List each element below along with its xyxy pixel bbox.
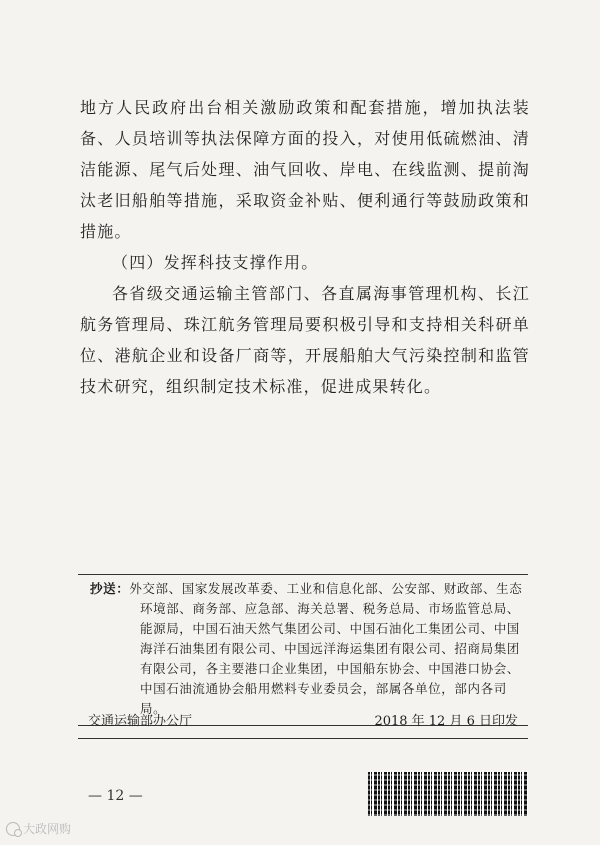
weibo-logo-icon (6, 822, 20, 836)
paragraph-incentive-policies: 地方人民政府出台相关激励政策和配套措施，增加执法装备、人员培训等执法保障方面的投入，对使用低硫燃油、清洁能源、尾气后处理、油气回收、岸电、在线监测、提前淘汰老旧船舶等措施，采取资金补贴、便利通行等鼓励政策和措施。 (80, 98, 530, 241)
cc-recipients: 外交部、国家发展改革委、工业和信息化部、公安部、财政部、生态环境部、商务部、应急部、海关总署、税务总局、市场监管总局、能源局，中国石油天然气集团公司、中国石油化工集团公司、中国海洋石油集团有限公司、中国远洋海运集团有限公司、招商局集团有限公司，各主要港口企业集团，中国船东协会、中国港口协会、中国石油流通协会船用燃料专业委员会，部属各单位，部内各司局。 (129, 581, 523, 716)
page-number: — 12 — (88, 788, 143, 804)
issuer-row (78, 706, 528, 739)
issuer-name: 交通运输部办公厅 (88, 714, 193, 729)
cc-section (78, 574, 528, 726)
body-text (80, 92, 530, 402)
section-heading-tech-support: （四）发挥科技支撑作用。 (112, 253, 319, 272)
issue-date: 2018 年 12 月 6 日印发 (374, 714, 518, 729)
watermark (6, 820, 71, 837)
paragraph-tech-support: 各省级交通运输主管部门、各直属海事管理机构、长江航务管理局、珠江航务管理局要积极引导和支持相关科研单位、港航企业和设备厂商等，开展船舶大气污染控制和监管技术研究，组织制定技术标准，促进成果转化。 (80, 284, 530, 396)
watermark-text: 大政网购 (23, 822, 72, 836)
cc-label: 抄送： (90, 581, 130, 596)
cc-list (84, 579, 528, 719)
barcode (368, 772, 528, 816)
